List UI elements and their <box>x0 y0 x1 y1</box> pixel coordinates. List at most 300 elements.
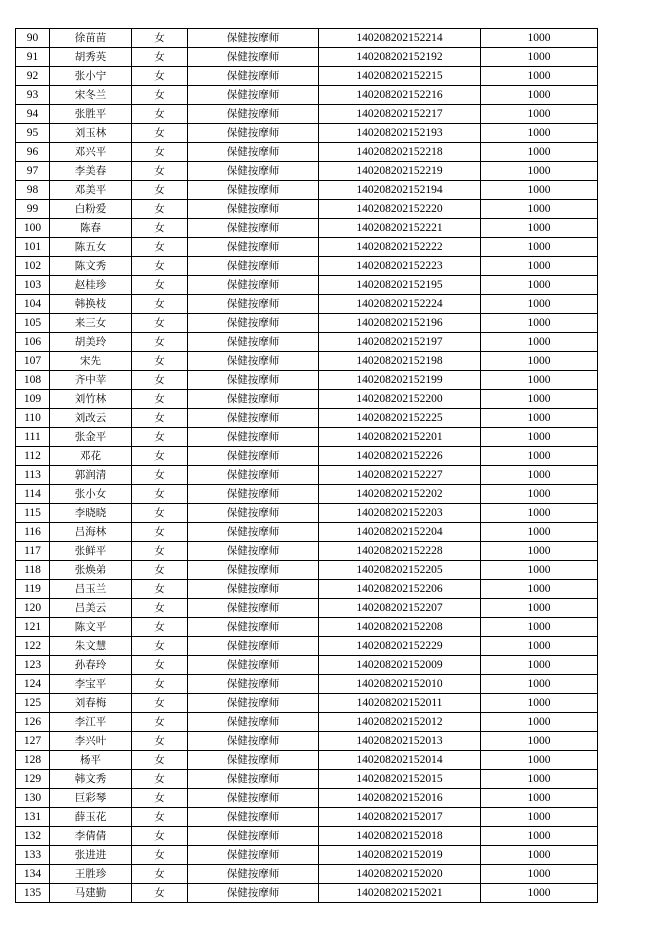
name-cell: 赵桂珍 <box>50 276 132 295</box>
occupation-cell: 保健按摩师 <box>188 86 319 105</box>
row-number-cell: 107 <box>16 352 50 371</box>
certificate-id-cell: 140208202152192 <box>319 48 481 67</box>
table-row <box>16 219 598 238</box>
certificate-id-cell: 140208202152019 <box>319 846 481 865</box>
gender-cell: 女 <box>132 238 188 257</box>
amount-cell: 1000 <box>481 675 598 694</box>
occupation-cell: 保健按摩师 <box>188 504 319 523</box>
certificate-id-cell: 140208202152020 <box>319 865 481 884</box>
certificate-id-cell: 140208202152014 <box>319 751 481 770</box>
row-number-cell: 135 <box>16 884 50 903</box>
name-cell: 胡美玲 <box>50 333 132 352</box>
name-cell: 孙春玲 <box>50 656 132 675</box>
gender-cell: 女 <box>132 276 188 295</box>
table-row <box>16 276 598 295</box>
table-row <box>16 542 598 561</box>
certificate-id-cell: 140208202152227 <box>319 466 481 485</box>
name-cell: 邓花 <box>50 447 132 466</box>
gender-cell: 女 <box>132 751 188 770</box>
row-number-cell: 99 <box>16 200 50 219</box>
gender-cell: 女 <box>132 371 188 390</box>
table-row <box>16 257 598 276</box>
gender-cell: 女 <box>132 694 188 713</box>
name-cell: 邓兴平 <box>50 143 132 162</box>
certificate-id-cell: 140208202152195 <box>319 276 481 295</box>
certificate-id-cell: 140208202152011 <box>319 694 481 713</box>
table-row <box>16 580 598 599</box>
row-number-cell: 103 <box>16 276 50 295</box>
gender-cell: 女 <box>132 542 188 561</box>
certificate-id-cell: 140208202152202 <box>319 485 481 504</box>
occupation-cell: 保健按摩师 <box>188 808 319 827</box>
name-cell: 韩换枝 <box>50 295 132 314</box>
name-cell: 徐苗苗 <box>50 29 132 48</box>
row-number-cell: 113 <box>16 466 50 485</box>
certificate-id-cell: 140208202152193 <box>319 124 481 143</box>
certificate-id-cell: 140208202152016 <box>319 789 481 808</box>
occupation-cell: 保健按摩师 <box>188 884 319 903</box>
name-cell: 王胜珍 <box>50 865 132 884</box>
occupation-cell: 保健按摩师 <box>188 637 319 656</box>
row-number-cell: 125 <box>16 694 50 713</box>
certificate-id-cell: 140208202152012 <box>319 713 481 732</box>
table-row <box>16 48 598 67</box>
gender-cell: 女 <box>132 409 188 428</box>
occupation-cell: 保健按摩师 <box>188 200 319 219</box>
certificate-id-cell: 140208202152218 <box>319 143 481 162</box>
gender-cell: 女 <box>132 124 188 143</box>
occupation-cell: 保健按摩师 <box>188 143 319 162</box>
gender-cell: 女 <box>132 143 188 162</box>
certificate-id-cell: 140208202152205 <box>319 561 481 580</box>
table-row <box>16 599 598 618</box>
table-row <box>16 865 598 884</box>
occupation-cell: 保健按摩师 <box>188 314 319 333</box>
gender-cell: 女 <box>132 200 188 219</box>
gender-cell: 女 <box>132 428 188 447</box>
gender-cell: 女 <box>132 789 188 808</box>
certificate-id-cell: 140208202152204 <box>319 523 481 542</box>
row-number-cell: 120 <box>16 599 50 618</box>
table-row <box>16 162 598 181</box>
occupation-cell: 保健按摩师 <box>188 542 319 561</box>
gender-cell: 女 <box>132 48 188 67</box>
gender-cell: 女 <box>132 295 188 314</box>
certificate-id-cell: 140208202152208 <box>319 618 481 637</box>
occupation-cell: 保健按摩师 <box>188 29 319 48</box>
name-cell: 朱文慧 <box>50 637 132 656</box>
row-number-cell: 104 <box>16 295 50 314</box>
table-row <box>16 295 598 314</box>
row-number-cell: 90 <box>16 29 50 48</box>
amount-cell: 1000 <box>481 181 598 200</box>
amount-cell: 1000 <box>481 257 598 276</box>
row-number-cell: 93 <box>16 86 50 105</box>
row-number-cell: 105 <box>16 314 50 333</box>
name-cell: 张焕弟 <box>50 561 132 580</box>
amount-cell: 1000 <box>481 333 598 352</box>
gender-cell: 女 <box>132 618 188 637</box>
occupation-cell: 保健按摩师 <box>188 561 319 580</box>
table-row <box>16 352 598 371</box>
amount-cell: 1000 <box>481 314 598 333</box>
gender-cell: 女 <box>132 162 188 181</box>
name-cell: 刘竹林 <box>50 390 132 409</box>
row-number-cell: 110 <box>16 409 50 428</box>
name-cell: 巨彩琴 <box>50 789 132 808</box>
name-cell: 李美春 <box>50 162 132 181</box>
name-cell: 邓美平 <box>50 181 132 200</box>
table-row <box>16 713 598 732</box>
occupation-cell: 保健按摩师 <box>188 732 319 751</box>
table-row <box>16 637 598 656</box>
occupation-cell: 保健按摩师 <box>188 333 319 352</box>
table-row <box>16 504 598 523</box>
occupation-cell: 保健按摩师 <box>188 67 319 86</box>
certificate-id-cell: 140208202152194 <box>319 181 481 200</box>
amount-cell: 1000 <box>481 789 598 808</box>
occupation-cell: 保健按摩师 <box>188 105 319 124</box>
gender-cell: 女 <box>132 884 188 903</box>
table-row <box>16 105 598 124</box>
row-number-cell: 126 <box>16 713 50 732</box>
occupation-cell: 保健按摩师 <box>188 466 319 485</box>
occupation-cell: 保健按摩师 <box>188 580 319 599</box>
occupation-cell: 保健按摩师 <box>188 162 319 181</box>
certificate-id-cell: 140208202152217 <box>319 105 481 124</box>
amount-cell: 1000 <box>481 86 598 105</box>
gender-cell: 女 <box>132 447 188 466</box>
table-row <box>16 67 598 86</box>
occupation-cell: 保健按摩师 <box>188 295 319 314</box>
gender-cell: 女 <box>132 485 188 504</box>
amount-cell: 1000 <box>481 295 598 314</box>
name-cell: 杨平 <box>50 751 132 770</box>
certificate-id-cell: 140208202152207 <box>319 599 481 618</box>
row-number-cell: 92 <box>16 67 50 86</box>
table-row <box>16 143 598 162</box>
occupation-cell: 保健按摩师 <box>188 409 319 428</box>
name-cell: 李兴叶 <box>50 732 132 751</box>
gender-cell: 女 <box>132 637 188 656</box>
row-number-cell: 91 <box>16 48 50 67</box>
occupation-cell: 保健按摩师 <box>188 599 319 618</box>
gender-cell: 女 <box>132 390 188 409</box>
table-row <box>16 428 598 447</box>
amount-cell: 1000 <box>481 694 598 713</box>
occupation-cell: 保健按摩师 <box>188 523 319 542</box>
amount-cell: 1000 <box>481 200 598 219</box>
amount-cell: 1000 <box>481 542 598 561</box>
occupation-cell: 保健按摩师 <box>188 124 319 143</box>
amount-cell: 1000 <box>481 827 598 846</box>
table-row <box>16 466 598 485</box>
amount-cell: 1000 <box>481 618 598 637</box>
table-row <box>16 846 598 865</box>
occupation-cell: 保健按摩师 <box>188 713 319 732</box>
row-number-cell: 130 <box>16 789 50 808</box>
amount-cell: 1000 <box>481 504 598 523</box>
table-row <box>16 751 598 770</box>
certificate-id-cell: 140208202152017 <box>319 808 481 827</box>
amount-cell: 1000 <box>481 846 598 865</box>
gender-cell: 女 <box>132 352 188 371</box>
certificate-id-cell: 140208202152216 <box>319 86 481 105</box>
occupation-cell: 保健按摩师 <box>188 276 319 295</box>
row-number-cell: 101 <box>16 238 50 257</box>
gender-cell: 女 <box>132 86 188 105</box>
amount-cell: 1000 <box>481 67 598 86</box>
name-cell: 张小女 <box>50 485 132 504</box>
row-number-cell: 95 <box>16 124 50 143</box>
roster-table-body <box>16 29 598 903</box>
row-number-cell: 97 <box>16 162 50 181</box>
table-row <box>16 181 598 200</box>
table-row <box>16 884 598 903</box>
name-cell: 吕玉兰 <box>50 580 132 599</box>
certificate-id-cell: 140208202152215 <box>319 67 481 86</box>
gender-cell: 女 <box>132 219 188 238</box>
amount-cell: 1000 <box>481 48 598 67</box>
certificate-id-cell: 140208202152229 <box>319 637 481 656</box>
name-cell: 陈文平 <box>50 618 132 637</box>
occupation-cell: 保健按摩师 <box>188 827 319 846</box>
row-number-cell: 111 <box>16 428 50 447</box>
gender-cell: 女 <box>132 808 188 827</box>
amount-cell: 1000 <box>481 238 598 257</box>
amount-cell: 1000 <box>481 732 598 751</box>
row-number-cell: 124 <box>16 675 50 694</box>
name-cell: 吕海林 <box>50 523 132 542</box>
occupation-cell: 保健按摩师 <box>188 447 319 466</box>
name-cell: 胡秀英 <box>50 48 132 67</box>
row-number-cell: 96 <box>16 143 50 162</box>
gender-cell: 女 <box>132 523 188 542</box>
gender-cell: 女 <box>132 770 188 789</box>
gender-cell: 女 <box>132 865 188 884</box>
table-row <box>16 314 598 333</box>
certificate-id-cell: 140208202152214 <box>319 29 481 48</box>
gender-cell: 女 <box>132 713 188 732</box>
row-number-cell: 119 <box>16 580 50 599</box>
name-cell: 刘春梅 <box>50 694 132 713</box>
table-row <box>16 238 598 257</box>
name-cell: 韩文秀 <box>50 770 132 789</box>
row-number-cell: 118 <box>16 561 50 580</box>
row-number-cell: 109 <box>16 390 50 409</box>
occupation-cell: 保健按摩师 <box>188 846 319 865</box>
name-cell: 刘玉林 <box>50 124 132 143</box>
gender-cell: 女 <box>132 333 188 352</box>
table-row <box>16 390 598 409</box>
row-number-cell: 106 <box>16 333 50 352</box>
table-row <box>16 124 598 143</box>
amount-cell: 1000 <box>481 599 598 618</box>
roster-table <box>15 28 598 903</box>
gender-cell: 女 <box>132 181 188 200</box>
row-number-cell: 123 <box>16 656 50 675</box>
name-cell: 陈五女 <box>50 238 132 257</box>
amount-cell: 1000 <box>481 276 598 295</box>
amount-cell: 1000 <box>481 751 598 770</box>
name-cell: 刘改云 <box>50 409 132 428</box>
name-cell: 李宝平 <box>50 675 132 694</box>
table-row <box>16 371 598 390</box>
gender-cell: 女 <box>132 846 188 865</box>
name-cell: 陈文秀 <box>50 257 132 276</box>
occupation-cell: 保健按摩师 <box>188 257 319 276</box>
certificate-id-cell: 140208202152225 <box>319 409 481 428</box>
occupation-cell: 保健按摩师 <box>188 865 319 884</box>
gender-cell: 女 <box>132 732 188 751</box>
gender-cell: 女 <box>132 599 188 618</box>
name-cell: 陈春 <box>50 219 132 238</box>
table-row <box>16 29 598 48</box>
certificate-id-cell: 140208202152197 <box>319 333 481 352</box>
row-number-cell: 115 <box>16 504 50 523</box>
gender-cell: 女 <box>132 314 188 333</box>
row-number-cell: 131 <box>16 808 50 827</box>
certificate-id-cell: 140208202152223 <box>319 257 481 276</box>
certificate-id-cell: 140208202152200 <box>319 390 481 409</box>
occupation-cell: 保健按摩师 <box>188 352 319 371</box>
occupation-cell: 保健按摩师 <box>188 181 319 200</box>
table-row <box>16 770 598 789</box>
name-cell: 张小宁 <box>50 67 132 86</box>
name-cell: 张胜平 <box>50 105 132 124</box>
name-cell: 宋冬兰 <box>50 86 132 105</box>
row-number-cell: 122 <box>16 637 50 656</box>
occupation-cell: 保健按摩师 <box>188 618 319 637</box>
certificate-id-cell: 140208202152222 <box>319 238 481 257</box>
gender-cell: 女 <box>132 67 188 86</box>
amount-cell: 1000 <box>481 865 598 884</box>
table-row <box>16 409 598 428</box>
table-row <box>16 827 598 846</box>
row-number-cell: 127 <box>16 732 50 751</box>
certificate-id-cell: 140208202152199 <box>319 371 481 390</box>
table-row <box>16 808 598 827</box>
amount-cell: 1000 <box>481 124 598 143</box>
row-number-cell: 133 <box>16 846 50 865</box>
row-number-cell: 121 <box>16 618 50 637</box>
amount-cell: 1000 <box>481 656 598 675</box>
table-row <box>16 656 598 675</box>
certificate-id-cell: 140208202152196 <box>319 314 481 333</box>
certificate-id-cell: 140208202152221 <box>319 219 481 238</box>
amount-cell: 1000 <box>481 770 598 789</box>
occupation-cell: 保健按摩师 <box>188 694 319 713</box>
certificate-id-cell: 140208202152013 <box>319 732 481 751</box>
amount-cell: 1000 <box>481 219 598 238</box>
certificate-id-cell: 140208202152201 <box>319 428 481 447</box>
name-cell: 薛玉花 <box>50 808 132 827</box>
occupation-cell: 保健按摩师 <box>188 485 319 504</box>
gender-cell: 女 <box>132 561 188 580</box>
name-cell: 白粉爱 <box>50 200 132 219</box>
amount-cell: 1000 <box>481 409 598 428</box>
amount-cell: 1000 <box>481 428 598 447</box>
name-cell: 郭润清 <box>50 466 132 485</box>
occupation-cell: 保健按摩师 <box>188 675 319 694</box>
amount-cell: 1000 <box>481 390 598 409</box>
amount-cell: 1000 <box>481 162 598 181</box>
row-number-cell: 128 <box>16 751 50 770</box>
name-cell: 吕美云 <box>50 599 132 618</box>
occupation-cell: 保健按摩师 <box>188 751 319 770</box>
name-cell: 来三女 <box>50 314 132 333</box>
row-number-cell: 108 <box>16 371 50 390</box>
name-cell: 李倩倩 <box>50 827 132 846</box>
row-number-cell: 129 <box>16 770 50 789</box>
table-row <box>16 200 598 219</box>
table-row <box>16 86 598 105</box>
amount-cell: 1000 <box>481 143 598 162</box>
name-cell: 马建勤 <box>50 884 132 903</box>
certificate-id-cell: 140208202152018 <box>319 827 481 846</box>
certificate-id-cell: 140208202152021 <box>319 884 481 903</box>
certificate-id-cell: 140208202152015 <box>319 770 481 789</box>
table-row <box>16 789 598 808</box>
occupation-cell: 保健按摩师 <box>188 371 319 390</box>
certificate-id-cell: 140208202152220 <box>319 200 481 219</box>
gender-cell: 女 <box>132 656 188 675</box>
name-cell: 张金平 <box>50 428 132 447</box>
name-cell: 李晓晓 <box>50 504 132 523</box>
gender-cell: 女 <box>132 675 188 694</box>
occupation-cell: 保健按摩师 <box>188 789 319 808</box>
table-row <box>16 333 598 352</box>
row-number-cell: 134 <box>16 865 50 884</box>
amount-cell: 1000 <box>481 884 598 903</box>
gender-cell: 女 <box>132 504 188 523</box>
certificate-id-cell: 140208202152010 <box>319 675 481 694</box>
gender-cell: 女 <box>132 257 188 276</box>
table-row <box>16 485 598 504</box>
table-row <box>16 618 598 637</box>
amount-cell: 1000 <box>481 447 598 466</box>
amount-cell: 1000 <box>481 485 598 504</box>
certificate-id-cell: 140208202152228 <box>319 542 481 561</box>
amount-cell: 1000 <box>481 466 598 485</box>
name-cell: 齐中苹 <box>50 371 132 390</box>
certificate-id-cell: 140208202152198 <box>319 352 481 371</box>
table-row <box>16 523 598 542</box>
amount-cell: 1000 <box>481 580 598 599</box>
row-number-cell: 98 <box>16 181 50 200</box>
amount-cell: 1000 <box>481 29 598 48</box>
certificate-id-cell: 140208202152219 <box>319 162 481 181</box>
gender-cell: 女 <box>132 466 188 485</box>
name-cell: 李江平 <box>50 713 132 732</box>
certificate-id-cell: 140208202152226 <box>319 447 481 466</box>
row-number-cell: 116 <box>16 523 50 542</box>
table-row <box>16 694 598 713</box>
table-row <box>16 732 598 751</box>
table-row <box>16 561 598 580</box>
gender-cell: 女 <box>132 827 188 846</box>
amount-cell: 1000 <box>481 523 598 542</box>
certificate-id-cell: 140208202152009 <box>319 656 481 675</box>
occupation-cell: 保健按摩师 <box>188 219 319 238</box>
row-number-cell: 114 <box>16 485 50 504</box>
name-cell: 张进进 <box>50 846 132 865</box>
row-number-cell: 94 <box>16 105 50 124</box>
occupation-cell: 保健按摩师 <box>188 770 319 789</box>
gender-cell: 女 <box>132 29 188 48</box>
table-row <box>16 447 598 466</box>
amount-cell: 1000 <box>481 713 598 732</box>
